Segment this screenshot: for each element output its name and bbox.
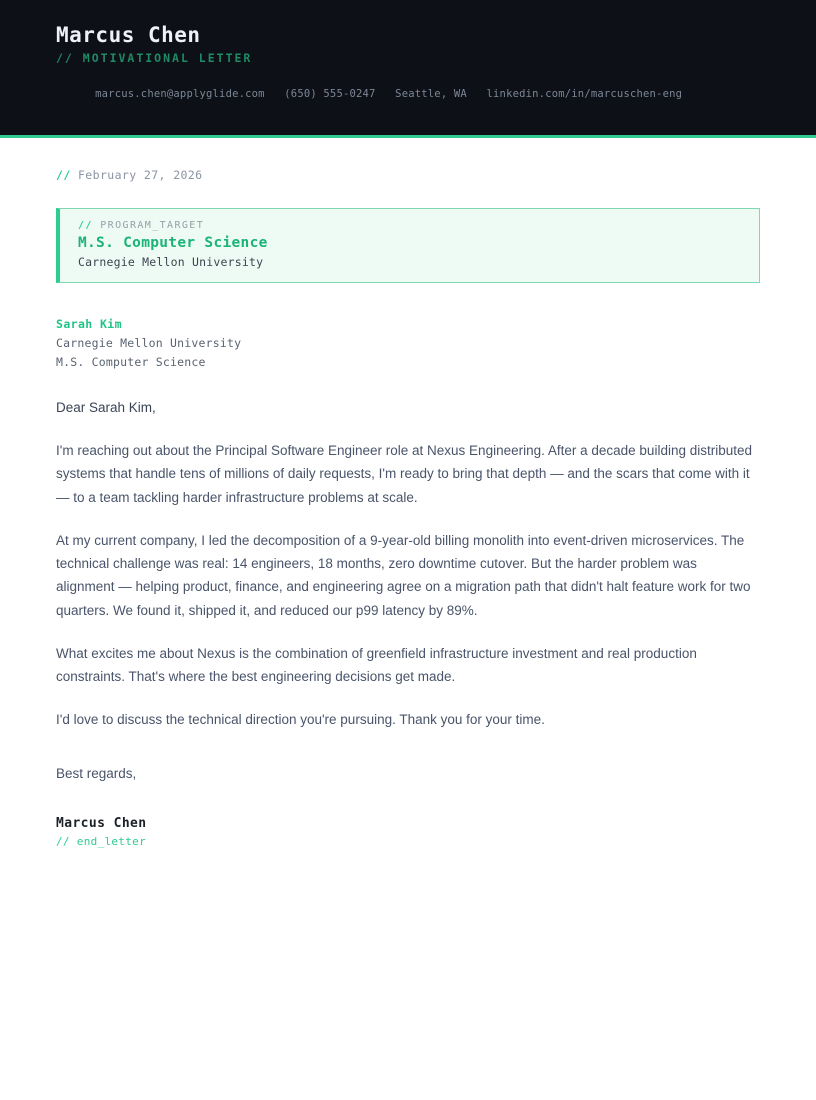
recipient-block: [56, 315, 760, 372]
subtitle-text: MOTIVATIONAL LETTER: [82, 51, 253, 66]
target-program-name: M.S. Computer Science: [78, 234, 268, 251]
salutation: Dear Sarah Kim,: [56, 400, 156, 416]
contact-email: marcus.chen@applyglide.com: [95, 88, 265, 101]
recipient-program: M.S. Computer Science: [56, 355, 206, 370]
signature-block: [56, 815, 760, 850]
document-subtitle: [56, 50, 760, 67]
contact-separator-3: [467, 88, 487, 100]
contact-linkedin[interactable]: linkedin.com/in/marcuschen-eng: [486, 88, 683, 101]
contact-phone: (650) 555-0247: [284, 88, 376, 101]
header-inner: [0, 22, 816, 119]
page-title: Marcus Chen: [56, 23, 201, 47]
closing-line: Best regards,: [56, 766, 137, 782]
letter-paragraph: At my current company, I led the decomposition of a 9-year-old billing monolith into event-driven microservices. The technical challenge was real: 14 engineers, 18 months, zero downtime cutover. But the harder problem was alignment — helping product, finance, and engineering agree on a migration path that didn't halt feature work for two quarters. We found it, shipped it, and reduced our p99 latency by 89%.: [56, 532, 751, 618]
contact-separator-2: [376, 88, 396, 100]
date-text: February 27, 2026: [77, 167, 203, 182]
contact-line: [56, 72, 760, 119]
letter-date: [56, 168, 760, 182]
program-target-card: [56, 208, 760, 284]
signature-name: Marcus Chen: [56, 816, 147, 832]
letter-paragraph: I'm reaching out about the Principal Software Engineer role at Nexus Engineering. After a decade building distributed systems that handle tens of millions of daily requests, I'm ready to bring that depth — and the scars that come with it — to a team tackling harder infrastructure problems at scale.: [56, 443, 753, 505]
program-target-label: [78, 220, 759, 231]
letter-paragraph: What excites me about Nexus is the combination of greenfield infrastructure investment and real production constraints. That's where the best engineering decisions get made.: [56, 645, 697, 684]
signature-end-tag: // end_letter: [56, 835, 146, 849]
letter-paragraph: I'd love to discuss the technical direction you're pursuing. Thank you for your time.: [56, 712, 545, 728]
recipient-organization: Carnegie Mellon University: [56, 336, 242, 351]
contact-separator-1: [265, 88, 285, 100]
target-label-text: PROGRAM_TARGET: [100, 219, 205, 231]
target-label-marker: //: [78, 219, 93, 231]
contact-location: Seattle, WA: [395, 88, 467, 101]
target-school-name: Carnegie Mellon University: [78, 255, 264, 270]
document-header: [0, 0, 816, 138]
subtitle-marker: //: [56, 51, 74, 66]
date-marker: //: [56, 167, 71, 182]
recipient-name: Sarah Kim: [56, 317, 122, 332]
letter-page: [0, 138, 816, 910]
